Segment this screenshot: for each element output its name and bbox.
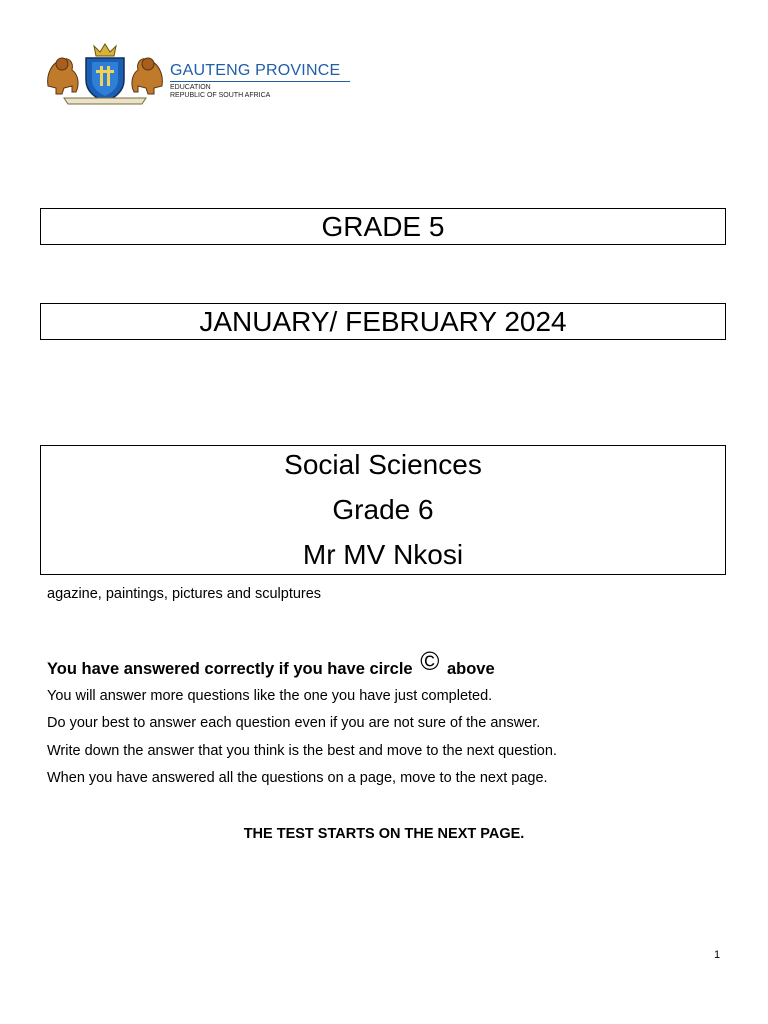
subject-name: Social Sciences (284, 449, 482, 480)
coat-of-arms-icon (44, 40, 166, 106)
logo-subtitle-2: REPUBLIC OF SOUTH AFRICA (170, 92, 271, 99)
date-box: JANUARY/ FEBRUARY 2024 (40, 303, 726, 340)
logo-subtitle-1: EDUCATION (170, 84, 211, 91)
instruction-line: Do your best to answer each question even if you are not sure of the answer. (47, 715, 541, 731)
grade-box: GRADE 5 (40, 208, 726, 245)
logo-title: GAUTENG PROVINCE (170, 62, 341, 79)
circle-c-symbol: © (420, 646, 440, 676)
subject-box (40, 445, 726, 575)
gauteng-logo (44, 40, 354, 106)
text-fragment: agazine, paintings, pictures and sculptures (47, 586, 322, 602)
page-number: 1 (714, 949, 721, 961)
heading-text-before: You have answered correctly if you have circle (47, 660, 413, 678)
heading-text-after: above (446, 660, 495, 678)
subject-grade: Grade 6 (332, 494, 434, 525)
teacher-name: Mr MV Nkosi (302, 539, 464, 570)
test-start-notice: THE TEST STARTS ON THE NEXT PAGE. (243, 826, 525, 842)
logo-text (170, 62, 350, 100)
instruction-heading (47, 646, 495, 681)
instruction-line: Write down the answer that you think is the best and move to the next question. (47, 743, 557, 759)
instruction-line: When you have answered all the questions on a page, move to the next page. (47, 770, 548, 786)
instruction-line: You will answer more questions like the one you have just completed. (47, 688, 493, 704)
logo-rule (170, 81, 350, 82)
